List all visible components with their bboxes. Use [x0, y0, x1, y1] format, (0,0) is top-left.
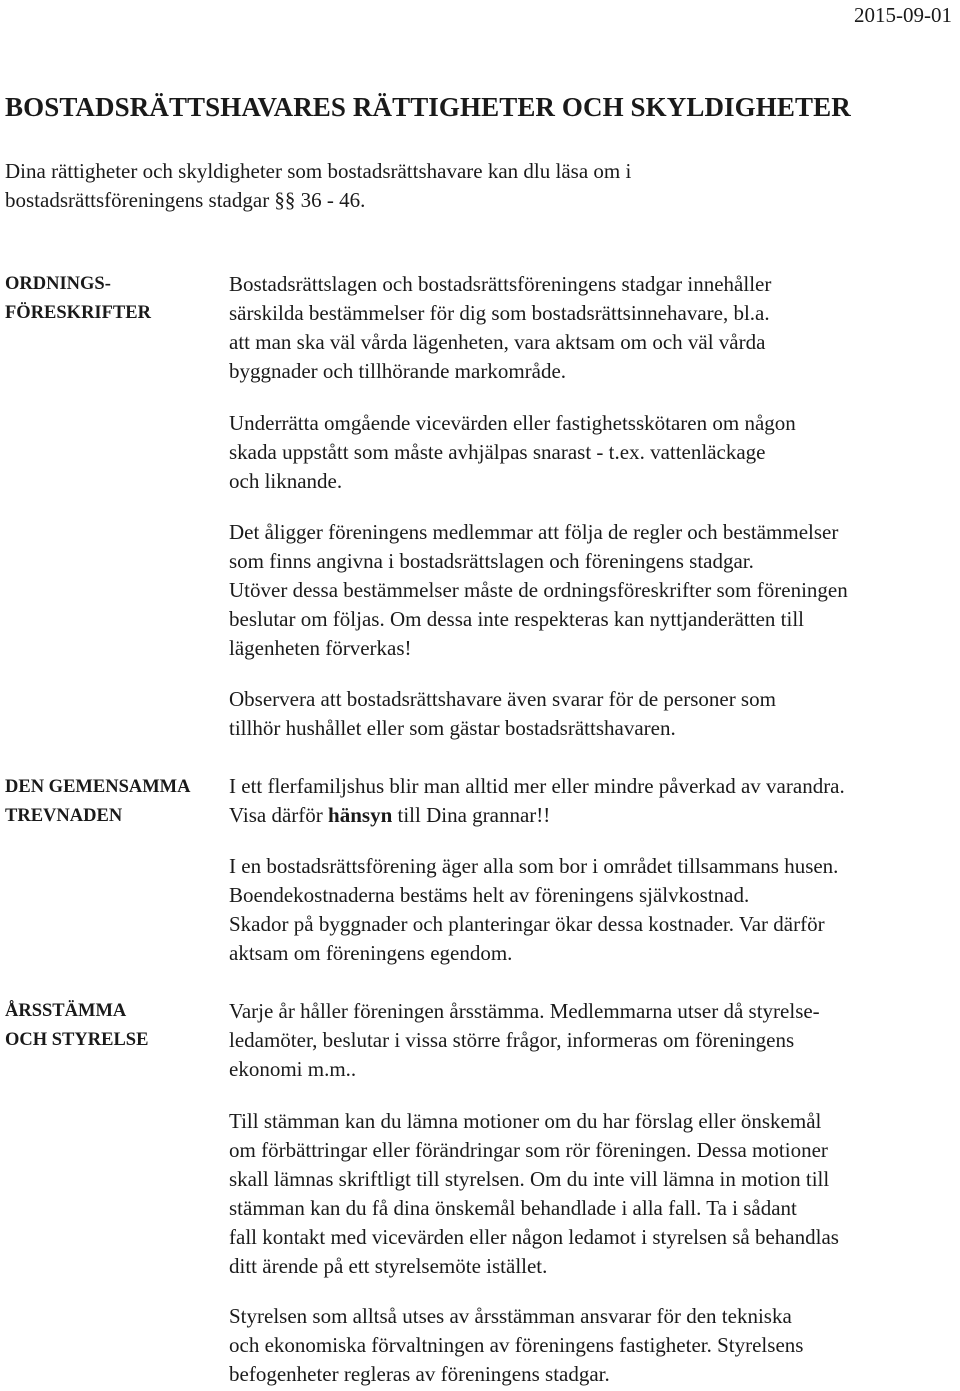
text-line: särskilda bestämmelser för dig som bostadsrättsinnehavare, bl.a.	[229, 301, 770, 325]
heading-line: OCH STYRELSE	[5, 1030, 149, 1050]
text-line: I ett flerfamiljshus blir man alltid mer eller mindre påverkad av varandra.	[229, 774, 845, 798]
text-line: Varje år håller föreningen årsstämma. Medlemmarna utser då styrelse-	[229, 999, 820, 1023]
text-line: Observera att bostadsrättshavare även svarar för de personer som	[229, 687, 776, 711]
text-line: tillhör hushållet eller som gästar bostadsrättshavaren.	[229, 716, 676, 740]
ordning-paragraph-3	[229, 518, 954, 663]
text-fragment: Visa därför	[229, 803, 329, 827]
text-line: och liknande.	[229, 469, 343, 493]
text-line: ekonomi m.m..	[229, 1057, 357, 1081]
text-line: beslutar om följas. Om dessa inte respekteras kan nyttjanderätten till	[229, 607, 804, 631]
ordning-paragraph-4	[229, 685, 954, 743]
emphasis-hansyn: hänsyn	[328, 803, 393, 827]
arsstamma-paragraph-3	[229, 1302, 954, 1389]
text-line: Utöver dessa bestämmelser måste de ordningsföreskrifter som föreningen	[229, 578, 848, 602]
intro-paragraph	[5, 157, 935, 215]
text-line: skada uppstått som måste avhjälpas snarast - t.ex. vattenläckage	[229, 440, 766, 464]
text-line: stämman kan du få dina önskemål behandlade i alla fall. Ta i sådant	[229, 1196, 797, 1220]
text-line: som finns angivna i bostadsrättslagen och föreningens stadgar.	[229, 549, 754, 573]
heading-line: ORDNINGS-	[5, 274, 111, 294]
text-line: Boendekostnaderna bestäms helt av föreningens självkostnad.	[229, 883, 750, 907]
text-line: Styrelsen som alltså utses av årsstämman ansvarar för den tekniska	[229, 1304, 792, 1328]
trevnad-paragraph-2	[229, 852, 954, 968]
text-line: lägenheten förverkas!	[229, 636, 412, 660]
text-line: I en bostadsrättsförening äger alla som bor i området tillsammans husen.	[229, 854, 839, 878]
heading-line: ÅRSSTÄMMA	[5, 1001, 127, 1021]
section-heading-arsstamma-och-styrelse	[5, 997, 148, 1055]
text-line: Det åligger föreningens medlemmar att följa de regler och bestämmelser	[229, 520, 839, 544]
document-title: BOSTADSRÄTTSHAVARES RÄTTIGHETER OCH SKYLDIGHETER	[5, 92, 851, 122]
text-line: och ekonomiska förvaltningen av föreningens fastigheter. Styrelsens	[229, 1333, 804, 1357]
text-line: ditt ärende på ett styrelsemöte istället.	[229, 1254, 548, 1278]
arsstamma-paragraph-1	[229, 997, 954, 1084]
text-line: byggnader och tillhörande markområde.	[229, 359, 567, 383]
text-line: Underrätta omgående vicevärden eller fastighetsskötaren om någon	[229, 411, 796, 435]
heading-line: DEN GEMENSAMMA	[5, 777, 191, 797]
text-line: att man ska väl vårda lägenheten, vara aktsam om och väl vårda	[229, 330, 766, 354]
text-line: skall lämnas skriftligt till styrelsen. Om du inte vill lämna in motion till	[229, 1167, 830, 1191]
ordning-paragraph-1	[229, 270, 954, 386]
text-line: ledamöter, beslutar i vissa större frågor, informeras om föreningens	[229, 1028, 795, 1052]
text-line: Till stämman kan du lämna motioner om du har förslag eller önskemål	[229, 1109, 822, 1133]
arsstamma-paragraph-2	[229, 1107, 954, 1281]
text-line: aktsam om föreningens egendom.	[229, 941, 513, 965]
heading-line: FÖRESKRIFTER	[5, 303, 151, 323]
ordning-paragraph-2	[229, 409, 954, 496]
text-line	[229, 801, 954, 830]
text-line: om förbättringar eller förändringar som rör föreningen. Dessa motioner	[229, 1138, 828, 1162]
trevnad-paragraph-1	[229, 772, 954, 830]
text-line: Bostadsrättslagen och bostadsrättsföreningens stadgar innehåller	[229, 272, 772, 296]
text-line: fall kontakt med vicevärden eller någon ledamot i styrelsen så behandlas	[229, 1225, 839, 1249]
text-line: Skador på byggnader och planteringar ökar dessa kostnader. Var därför	[229, 912, 825, 936]
document-date: 2015-09-01	[854, 3, 952, 27]
text-fragment: till Dina grannar!!	[392, 803, 551, 827]
intro-line: Dina rättigheter och skyldigheter som bostadsrättshavare kan dlu läsa om i	[5, 159, 632, 183]
heading-line: TREVNADEN	[5, 806, 123, 826]
section-heading-gemensamma-trevnaden	[5, 773, 191, 831]
section-heading-ordningsforeskrifter	[5, 270, 151, 328]
intro-line: bostadsrättsföreningens stadgar §§ 36 - 46.	[5, 188, 366, 212]
text-line: befogenheter regleras av föreningens stadgar.	[229, 1362, 610, 1386]
